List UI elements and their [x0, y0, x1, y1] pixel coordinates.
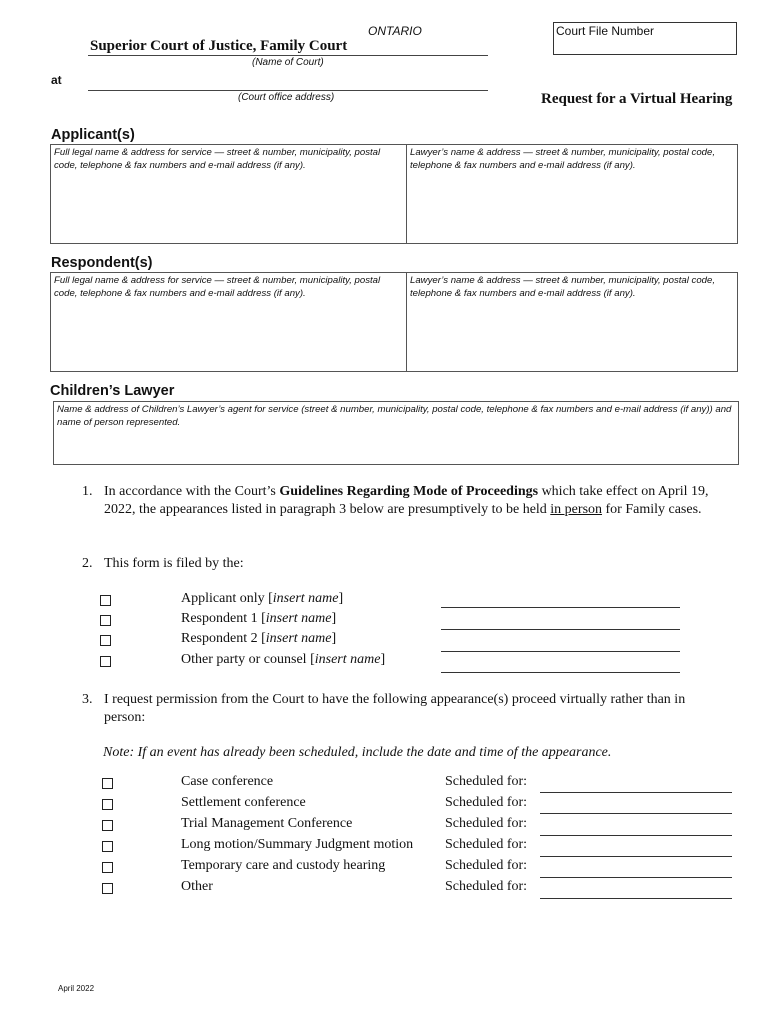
- scheduling-note: Note: If an event has already been scheduled, include the date and time of the appearance.: [103, 745, 612, 760]
- settlement-conference-label: Settlement conference: [181, 795, 306, 810]
- jurisdiction-label: ONTARIO: [368, 24, 422, 38]
- court-office-address-caption: (Court office address): [238, 92, 335, 103]
- respondent-lawyer-field[interactable]: [407, 273, 737, 371]
- case-conference-checkbox[interactable]: [102, 778, 113, 789]
- temporary-care-date-blank[interactable]: [540, 866, 732, 878]
- long-motion-label: Long motion/Summary Judgment motion: [181, 837, 414, 852]
- scheduled-for-label: Scheduled for:: [445, 879, 528, 894]
- paragraph-1-number: 1.: [82, 484, 93, 499]
- case-conference-label: Case conference: [181, 774, 274, 789]
- paragraph-2-text: This form is filed by the:: [104, 556, 244, 571]
- other-party-name-blank[interactable]: [441, 661, 680, 673]
- paragraph-2: [82, 555, 732, 575]
- long-motion-date-blank[interactable]: [540, 845, 732, 857]
- paragraph-3-number: 3.: [82, 692, 93, 707]
- option-close: ]: [331, 611, 337, 626]
- respondent-1-checkbox[interactable]: [100, 615, 111, 626]
- respondent-2-checkbox[interactable]: [100, 635, 111, 646]
- scheduled-for-label: Scheduled for:: [445, 816, 528, 831]
- respondents-title: Respondent(s): [51, 255, 153, 271]
- other-appearance-checkbox[interactable]: [102, 883, 113, 894]
- court-file-number-field[interactable]: [553, 22, 737, 55]
- applicant-only-option: [181, 591, 343, 607]
- option-label: Other party or counsel [: [181, 652, 315, 667]
- applicant-only-checkbox[interactable]: [100, 595, 111, 606]
- p1-text-after: for Family cases.: [602, 502, 702, 517]
- paragraph-3-text: I request permission from the Court to have the following appearance(s) proceed virtually rather than in person:: [104, 692, 686, 725]
- option-label: Respondent 2 [: [181, 631, 266, 646]
- temporary-care-label: Temporary care and custody hearing: [181, 858, 386, 873]
- respondents-box: [50, 272, 738, 372]
- footer-date: April 2022: [58, 984, 95, 993]
- trial-management-date-blank[interactable]: [540, 824, 732, 836]
- court-name[interactable]: Superior Court of Justice, Family Court: [90, 38, 348, 54]
- paragraph-1-text: [104, 483, 724, 519]
- at-label: at: [51, 73, 62, 87]
- respondent-lawyer-caption: Lawyer’s name & address — street & number, municipality, postal code, telephone & fax numbers and e-mail address (if any).: [410, 275, 716, 299]
- trial-management-checkbox[interactable]: [102, 820, 113, 831]
- option-hint: insert name: [265, 631, 332, 646]
- option-label: Applicant only [: [181, 591, 273, 606]
- long-motion-checkbox[interactable]: [102, 841, 113, 852]
- scheduled-for-label: Scheduled for:: [445, 837, 528, 852]
- option-close: ]: [338, 591, 344, 606]
- scheduled-for-label: Scheduled for:: [445, 795, 528, 810]
- applicant-lawyer-field[interactable]: [407, 145, 737, 243]
- scheduled-for-label: Scheduled for:: [445, 774, 528, 789]
- applicants-title: Applicant(s): [51, 127, 135, 143]
- respondent-name-address-field[interactable]: [51, 273, 407, 371]
- paragraph-1: [82, 483, 732, 539]
- p1-in-person: in person: [550, 502, 603, 517]
- respondent-2-name-blank[interactable]: [441, 640, 680, 652]
- option-hint: insert name: [272, 591, 339, 606]
- settlement-conference-checkbox[interactable]: [102, 799, 113, 810]
- case-conference-date-blank[interactable]: [540, 781, 732, 793]
- court-file-number-label: Court File Number: [556, 24, 655, 38]
- temporary-care-checkbox[interactable]: [102, 862, 113, 873]
- option-close: ]: [380, 652, 386, 667]
- other-party-option: [181, 652, 385, 668]
- p1-guidelines-title: Guidelines Regarding Mode of Proceedings: [279, 484, 539, 499]
- option-label: Respondent 1 [: [181, 611, 266, 626]
- applicant-name-blank[interactable]: [441, 596, 680, 608]
- trial-management-label: Trial Management Conference: [181, 816, 353, 831]
- court-name-line: [88, 55, 488, 56]
- applicants-box: [50, 144, 738, 244]
- p1-text-before: In accordance with the Court’s: [104, 484, 280, 499]
- childrens-lawyer-caption: Name & address of Children’s Lawyer’s agent for service (street & number, municipality, postal code, telephone & fax numbers and e-mail address (if any)) and name of person represented.: [57, 404, 732, 428]
- applicant-lawyer-caption: Lawyer’s name & address — street & number, municipality, postal code, telephone & fax numbers and e-mail address (if any).: [410, 147, 716, 171]
- respondent-1-option: [181, 611, 336, 627]
- other-appearance-date-blank[interactable]: [540, 887, 732, 899]
- p1-text-middle: which take effect on April 19, 2022, the appearances listed in paragraph 3 below are presumptively to be held: [104, 484, 709, 517]
- paragraph-3: [82, 691, 732, 729]
- court-address-field[interactable]: [88, 90, 488, 91]
- respondent-name-caption: Full legal name & address for service — street & number, municipality, postal code, telephone & fax numbers and e-mail address (if any).: [54, 275, 381, 299]
- option-hint: insert name: [314, 652, 381, 667]
- childrens-lawyer-title: Children’s Lawyer: [50, 383, 175, 399]
- name-of-court-caption: (Name of Court): [252, 57, 324, 68]
- scheduled-for-label: Scheduled for:: [445, 858, 528, 873]
- childrens-lawyer-field[interactable]: [53, 401, 739, 465]
- applicant-name-caption: Full legal name & address for service — street & number, municipality, postal code, telephone & fax numbers and e-mail address (if any).: [54, 147, 381, 171]
- applicant-name-address-field[interactable]: [51, 145, 407, 243]
- respondent-2-option: [181, 631, 336, 647]
- settlement-conference-date-blank[interactable]: [540, 802, 732, 814]
- form-title: Request for a Virtual Hearing: [541, 91, 733, 107]
- other-appearance-label: Other: [181, 879, 213, 894]
- option-close: ]: [331, 631, 337, 646]
- other-party-checkbox[interactable]: [100, 656, 111, 667]
- paragraph-2-number: 2.: [82, 556, 93, 571]
- respondent-1-name-blank[interactable]: [441, 618, 680, 630]
- option-hint: insert name: [265, 611, 332, 626]
